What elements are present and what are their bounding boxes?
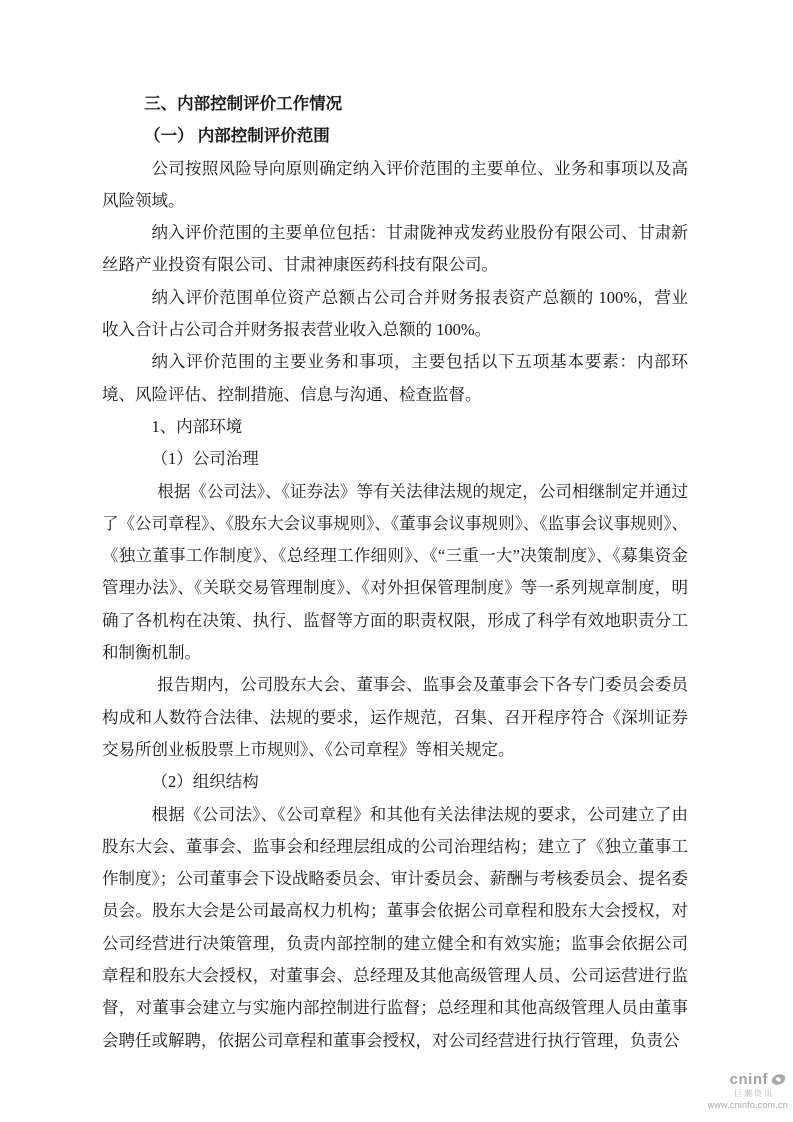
- paragraph: 根据《公司法》、《公司章程》和其他有关法律法规的要求，公司建立了由股东大会、董事会、监事会和经理层组成的公司治理结构；建立了《独立董事工作制度》；公司董事会下设战略委员会、审计委员会、薪酬与考核委员会、提名委员会。股东大会是公司最高权力机构；董事会依据公司章程和股东大会授权，对公司经营进行决策管理，负责内部控制的建立健全和有效实施；监事会依据公司章程和股东大会授权，对董事会、总经理及其他高级管理人员、公司运营进行监督，对董事会建立与实施内部控制进行监督；总经理和其他高级管理人员由董事会聘任或解聘，依据公司章程和董事会授权，对公司经营进行执行管理，负责公: [102, 804, 688, 1050]
- list-item-heading: 1、内部环境: [151, 416, 243, 436]
- paragraph: 纳入评价范围单位资产总额占公司合并财务报表资产总额的 100%，营业收入合计占公司合并财务报表营业收入总额的 100%。: [102, 287, 688, 340]
- cninfo-url: www.cninfo.com.cn: [707, 1100, 788, 1110]
- paragraph: 报告期内，公司股东大会、董事会、监事会及董事会下各专门委员会委员构成和人数符合法律、法规的要求，运作规范，召集、召开程序符合《深圳证券交易所创业板股票上市规则》、《公司章程》等相关规定。: [102, 675, 688, 759]
- document-content: [102, 88, 688, 1057]
- paragraph: 根据《公司法》、《证券法》等有关法律法规的规定，公司相继制定并通过了《公司章程》、《股东大会议事规则》、《董事会议事规则》、《监事会议事规则》、《独立董事工作制度》、《总经理工作细则》、《“三重一大”决策制度》、《募集资金管理办法》、《关联交易管理制度》、《对外担保管理制度》等一系列规章制度，明确了各机构在决策、执行、监督等方面的职责权限，形成了科学有效地职责分工和制衡机制。: [102, 481, 688, 663]
- cninfo-watermark: [704, 1070, 788, 1110]
- paragraph: 纳入评价范围的主要单位包括：甘肃陇神戎发药业股份有限公司、甘肃新丝路产业投资有限公司、甘肃神康医药科技有限公司。: [102, 223, 688, 275]
- paragraph: 纳入评价范围的主要业务和事项，主要包括以下五项基本要素：内部环境、风险评估、控制措施、信息与沟通、检查监督。: [102, 352, 688, 404]
- subsection-heading: （一） 内部控制评价范围: [144, 126, 330, 146]
- list-item-heading: （2）组织结构: [151, 772, 259, 792]
- cninfo-swirl-icon: [769, 1070, 788, 1089]
- cninfo-chinese-name: 巨潮资讯: [734, 1089, 774, 1098]
- cninfo-logo-text: cninf: [729, 1071, 768, 1088]
- list-item-heading: （1）公司治理: [151, 449, 259, 469]
- paragraph: 公司按照风险导向原则确定纳入评价范围的主要单位、业务和事项以及高风险领域。: [102, 158, 688, 210]
- cninfo-logo: [704, 1070, 788, 1089]
- section-heading: 三、内部控制评价工作情况: [144, 94, 343, 113]
